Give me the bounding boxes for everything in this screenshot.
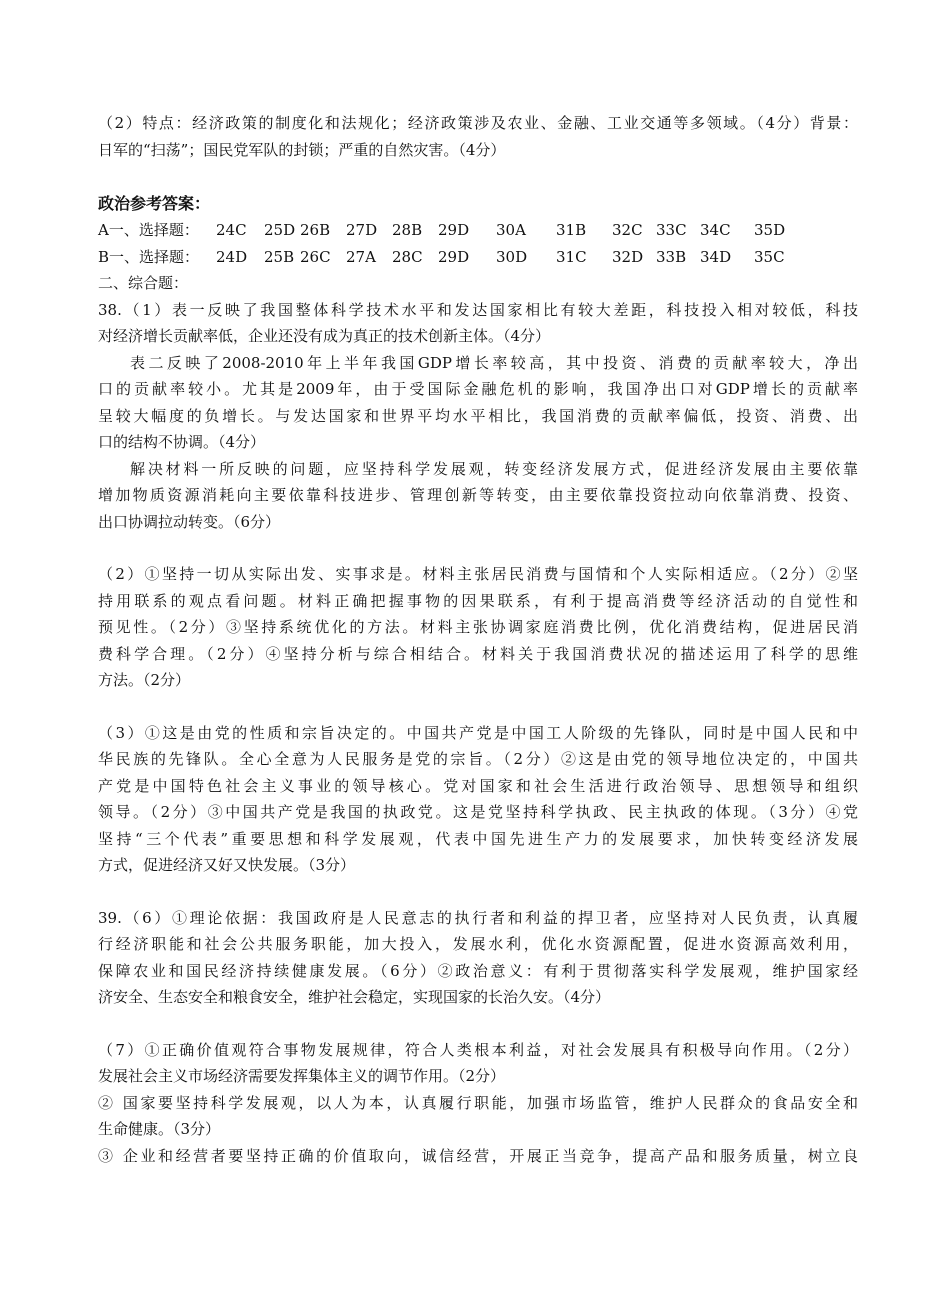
q39-6-line: 济安全、生态安全和粮食安全，维护社会稳定，实现国家的长治久安。（4分） (98, 988, 611, 1006)
choice-item: 31C (556, 247, 587, 266)
spacer (98, 1011, 858, 1037)
choice-item: 34D (700, 247, 732, 266)
q39-6-line: 39.（6）①理论依据：我国政府是人民意志的执行者和利益的捍卫者，应坚持对人民负责，认真履 (98, 908, 858, 927)
choice-item: 35D (754, 221, 786, 239)
choice-item: 25B (264, 247, 295, 266)
choice-label: B一、选择题： (98, 247, 200, 266)
choice-item: 35C (754, 247, 785, 266)
q39-7-line: ③ 企业和经营者要坚持正确的价值取向，诚信经营，开展正当竞争，提高产品和服务质量，树立良 (98, 1146, 858, 1165)
q39-6-line: 保障农业和国民经济持续健康发展。（6分）②政治意义：有利于贯彻落实科学发展观，维护国家经 (98, 961, 858, 980)
choice-item: 34C (700, 221, 731, 239)
choice-item: 27D (346, 221, 378, 239)
q38-3-line: 华民族的先锋队。全心全意为人民服务是党的宗旨。（2分）②这是由党的领导地位决定的，中国共 (98, 750, 858, 768)
q38-1-line: 对经济增长贡献率低，企业还没有成为真正的技术创新主体。（4分） (98, 327, 551, 345)
choice-label: A一、选择题： (98, 221, 199, 239)
q38-1b-line: 呈较大幅度的负增长。与发达国家和世界平均水平相比，我国消费的贡献率偏低，投资、消费、出 (98, 406, 858, 425)
q38-1b-line: 表二反映了2008-2010年上半年我国GDP增长率较高，其中投资、消费的贡献率较大，净出 (130, 353, 858, 372)
q38-1b-line: 口的结构不协调。（4分） (98, 433, 266, 451)
q38-3-line: 产党是中国特色社会主义事业的领导核心。党对国家和社会生活进行政治领导、思想领导和组织 (98, 776, 858, 795)
q38-1c-line: 出口协调拉动转变。（6分） (98, 512, 281, 531)
history-answer-line: 日军的“扫荡”；国民党军队的封锁；严重的自然灾害。（4分） (98, 140, 506, 159)
q38-2-line: 费科学合理。（2分）④坚持分析与综合相结合。材料关于我国消费状况的描述运用了科学的思维 (98, 644, 858, 663)
q38-3-line: 方式，促进经济又好又快发展。（3分） (98, 856, 356, 874)
history-answer-line: （2）特点：经济政策的制度化和法规化；经济政策涉及农业、金融、工业交通等多领域。（4分）背景： (98, 114, 858, 132)
q38-3-line: 领导。（2分）③中国共产党是我国的执政党。这是党坚持科学执政、民主执政的体现。（3分）④党 (98, 803, 858, 821)
spacer (98, 163, 858, 189)
choice-item: 32C (612, 221, 643, 239)
choice-item: 28B (392, 221, 423, 239)
q38-3-line: （3）①这是由党的性质和宗旨决定的。中国共产党是中国工人阶级的先锋队，同时是中国人民和中 (98, 723, 858, 742)
q39-7-line: 发展社会主义市场经济需要发挥集体主义的调节作用。（2分） (98, 1067, 506, 1085)
spacer (98, 879, 858, 905)
q38-1b-line: 口的贡献率较小。尤其是2009年，由于受国际金融危机的影响，我国净出口对GDP增长的贡献率 (98, 380, 858, 398)
choice-item: 24C (216, 221, 247, 239)
choice-item: 28C (392, 247, 423, 266)
q39-7-line: （7）①正确价值观符合事物发展规律，符合人类根本利益，对社会发展具有积极导向作用。（2分） (98, 1040, 858, 1059)
choice-item: 26C (300, 247, 331, 266)
q39-6-line: 行经济职能和社会公共服务职能，加大投入，发展水利，优化水资源配置，促进水资源高效利用， (98, 935, 858, 953)
choice-item: 33B (656, 247, 687, 266)
q39-7-line: ② 国家要坚持科学发展观，以人为本，认真履行职能，加强市场监管，维护人民群众的食品安全和 (98, 1093, 858, 1112)
spacer (98, 694, 858, 720)
q38-1c-line: 增加物质资源消耗向主要依靠科技进步、管理创新等转变，由主要依靠投资拉动向依靠消费、投资、 (98, 486, 858, 504)
choice-item: 29D (438, 247, 470, 266)
answer-document (98, 110, 858, 1169)
choice-item: 29D (438, 221, 470, 239)
choice-item: 24D (216, 247, 248, 266)
choice-item: 33C (656, 221, 687, 239)
section-heading: 二、综合题： (98, 274, 189, 292)
q38-2-line: 持用联系的观点看问题。材料正确把握事物的因果联系，有利于提高消费等经济活动的自觉性和 (98, 591, 858, 610)
choice-item: 30A (496, 221, 526, 239)
q38-1-line: 38.（1）表一反映了我国整体科学技术水平和发达国家相比有较大差距，科技投入相对较低，科技 (98, 300, 858, 319)
choice-item: 30D (496, 247, 528, 266)
choice-row-b (98, 244, 858, 271)
choice-item: 27A (346, 247, 376, 266)
spacer (98, 535, 858, 561)
q38-2-line: （2）①坚持一切从实际出发、实事求是。材料主张居民消费与国情和个人实际相适应。（2分）②坚 (98, 565, 858, 583)
q38-1c-line: 解决材料一所反映的问题，应坚持科学发展观，转变经济发展方式，促进经济发展由主要依靠 (130, 459, 858, 478)
choice-item: 32D (612, 247, 644, 266)
q39-7-line: 生命健康。（3分） (98, 1120, 221, 1138)
choice-item: 25D (264, 221, 296, 239)
choice-row-a (98, 217, 858, 244)
choice-item: 26B (300, 221, 331, 239)
q38-2-line: 预见性。（2分）③坚持系统优化的方法。材料主张协调家庭消费比例，优化消费结构，促进居民消 (98, 618, 858, 636)
q38-2-line: 方法。（2分） (98, 671, 191, 689)
choice-item: 31B (556, 221, 587, 239)
politics-heading: 政治参考答案： (98, 194, 211, 213)
q38-3-line: 坚持“三个代表”重要思想和科学发展观，代表中国先进生产力的发展要求，加快转变经济发展 (98, 829, 858, 848)
